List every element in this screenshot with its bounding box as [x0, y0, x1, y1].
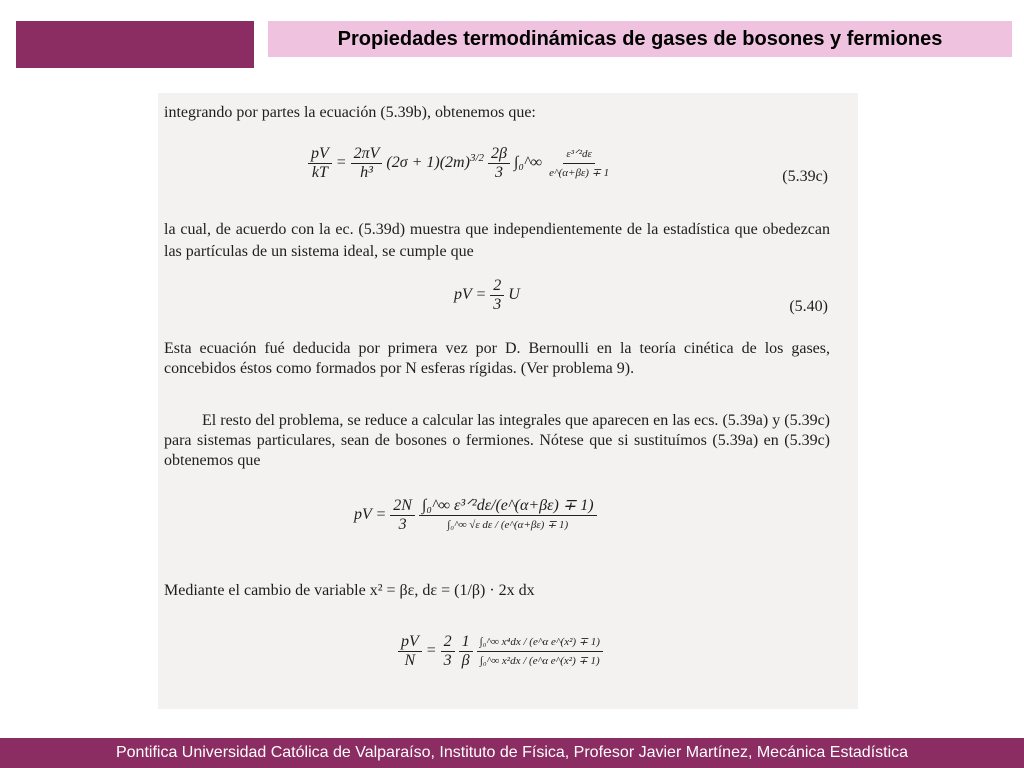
equation-label-5-40: (5.40) [789, 298, 828, 315]
equation-label-5-39c: (5.39c) [782, 168, 828, 185]
eq-lhs-fraction: $\frac{pV}{kT}$ [308, 145, 332, 182]
paragraph-3: Esta ecuación fué deducida por primera vez por D. Bernoulli en la teoría cinética de los gases, concebidos éstos como formados por N esferas rígidas. (Ver problema 9). [164, 340, 830, 377]
paragraph-2: la cual, de acuerdo con la ec. (5.39d) muestra que independientemente de la estadística que obedezcan las partículas de un sistema ideal, se cumple que [164, 221, 830, 260]
paragraph-5: Mediante el cambio de variable x² = βε, dε = (1/β) · 2x dx [164, 582, 535, 599]
equation-pv-over-n: $\frac{pV}{N}$ = $\frac{2}{3}$ $\frac{1}{\beta}$ $\frac{\text{∫₀\textasciicircum{}∞ x⁴dx / (e\textasciicircum{}α e\textasciicircum{}(x²) ∓ 1)}}{\text{∫₀\textasciicircum{}∞ x²dx / (e\textasciicircum{}α e\textasciicircum{}(x²) ∓ 1)}}$ [398, 633, 603, 670]
footer-bar [0, 738, 1024, 768]
eq-beta-fraction: $\frac{2\beta}{3}$ [488, 145, 510, 182]
slide-title: Propiedades termodinámicas de gases de bosones y fermiones [337, 27, 943, 50]
brand-block [16, 21, 254, 68]
equation-5-39c: $\frac{pV}{kT}$ = $\frac{2\pi V}{\text{h³}}$ $(2\sigma + 1)(2m)^{3/2}$ $\frac{2\beta}{3}$ ∫₀^∞ $\frac{\text{ε³ᐟ²dε}}{e\^{}(\alpha+\beta\varepsilon) \mp 1}$ [308, 145, 612, 182]
paragraph-1: integrando por partes la ecuación (5.39b), obtenemos que: [164, 104, 536, 121]
footer-text: Pontifica Universidad Católica de Valparaíso, Instituto de Física, Profesor Javier Martínez, Mecánica Estadística [115, 744, 909, 761]
eq-integrand-fraction: $\frac{\text{ε³ᐟ²dε}}{e\^{}(\alpha+\beta\varepsilon) \mp 1}$ [546, 145, 612, 182]
scanned-page [158, 93, 858, 709]
eq-coef-fraction: $\frac{2\pi V}{\text{h³}}$ [351, 145, 383, 182]
title-bar [268, 21, 1012, 57]
equation-pv: pV = $\frac{2N}{3}$ $\frac{\text{∫₀\textasciicircum{}∞ ε³ᐟ²dε/(e\textasciicircum{}(α+βε) ∓ 1)}}{\text{∫₀\textasciicircum{}∞ √ε dε / (e\textasciicircum{}(α+βε) ∓ 1)}}$ [354, 497, 597, 534]
paragraph-4: El resto del problema, se reduce a calcular las integrales que aparecen en las ecs. (5.39a) y (5.39c) para sistemas particulares, sean de bosones o fermiones. Nótese que si sustituímos (5.39a) en (5.39c) obtenemos que [164, 412, 830, 469]
equation-5-40: pV = $\frac{2}{3}$ U [454, 277, 520, 313]
